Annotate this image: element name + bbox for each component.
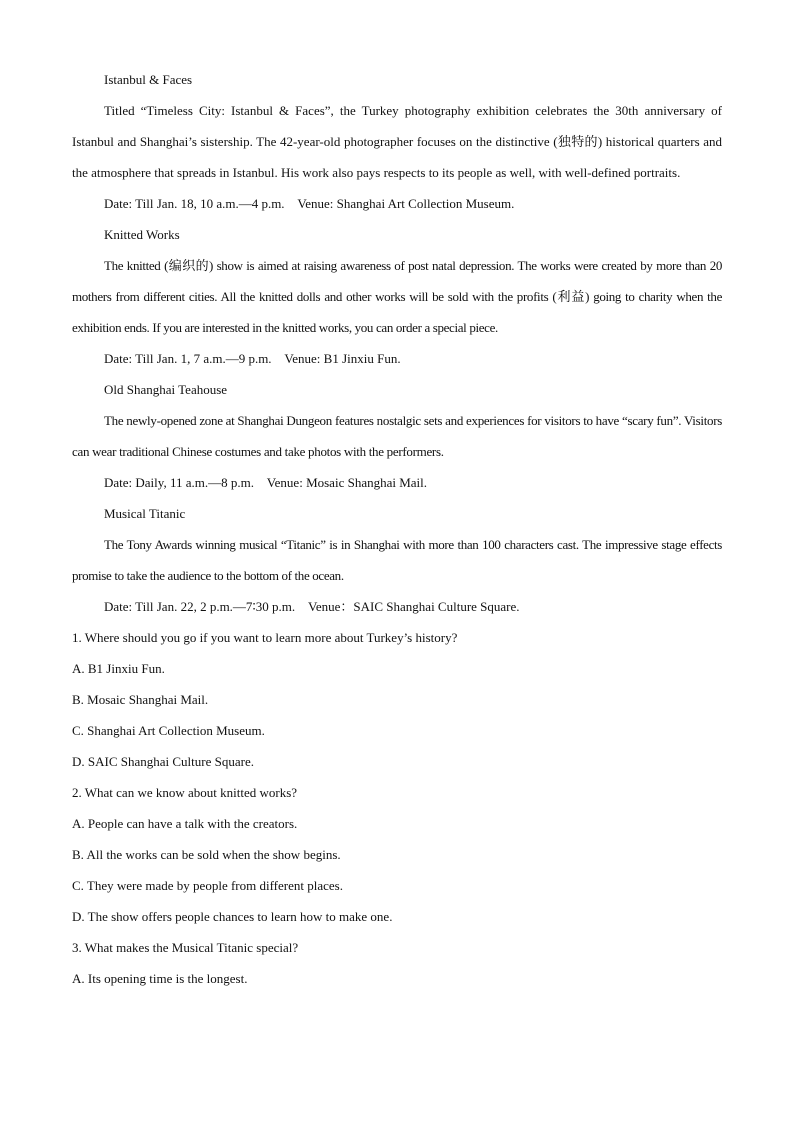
section-heading: Old Shanghai Teahouse	[104, 382, 228, 397]
section-info: Date: Till Jan. 18, 10 a.m.—4 p.m. Venue: Shanghai Art Collection Museum.	[104, 196, 515, 211]
answer-option: D. The show offers people chances to learn how to make one.	[72, 909, 393, 924]
question-stem: 3. What makes the Musical Titanic special?	[72, 940, 299, 955]
section-body: The knitted (编织的) show is aimed at raising awareness of post natal depression. The works were created by more than 20 mothers from different cities. All the knitted dolls and other works will be sold with the profits (利益) going to charity when the exhibition ends. If you are interested in the knitted works, you can order a special piece.	[72, 258, 722, 335]
section-heading: Istanbul & Faces	[104, 72, 193, 87]
answer-option: A. B1 Jinxiu Fun.	[72, 661, 165, 676]
question-stem: 2. What can we know about knitted works?	[72, 785, 298, 800]
section-info: Date: Till Jan. 1, 7 a.m.—9 p.m. Venue: B1 Jinxiu Fun.	[104, 351, 401, 366]
section-body: The Tony Awards winning musical “Titanic” is in Shanghai with more than 100 characters cast. The impressive stage effects promise to take the audience to the bottom of the ocean.	[72, 537, 722, 583]
answer-option: A. People can have a talk with the creators.	[72, 816, 298, 831]
answer-option: C. They were made by people from different places.	[72, 878, 343, 893]
section-info: Date: Till Jan. 22, 2 p.m.—7∶30 p.m. Venue：SAIC Shanghai Culture Square.	[104, 599, 520, 614]
answer-option: C. Shanghai Art Collection Museum.	[72, 723, 265, 738]
answer-option: B. Mosaic Shanghai Mail.	[72, 692, 209, 707]
section-body: The newly-opened zone at Shanghai Dungeon features nostalgic sets and experiences for visitors to have “scary fun”. Visitors can wear traditional Chinese costumes and take photos with the performers.	[72, 413, 722, 459]
question-stem: 1. Where should you go if you want to learn more about Turkey’s history?	[72, 630, 458, 645]
section-heading: Musical Titanic	[104, 506, 186, 521]
section-heading: Knitted Works	[104, 227, 180, 242]
section-info: Date: Daily, 11 a.m.—8 p.m. Venue: Mosaic Shanghai Mail.	[104, 475, 428, 490]
answer-option: B. All the works can be sold when the show begins.	[72, 847, 341, 862]
answer-option: D. SAIC Shanghai Culture Square.	[72, 754, 254, 769]
document-page	[72, 64, 722, 994]
answer-option: A. Its opening time is the longest.	[72, 971, 248, 986]
section-body: Titled “Timeless City: Istanbul & Faces”, the Turkey photography exhibition celebrates the 30th anniversary of Istanbul and Shanghai’s sistership. The 42-year-old photographer focuses on the distinctive (独特的) historical quarters and the atmosphere that spreads in Istanbul. His work also pays respects to its people as well, with well-defined portraits.	[72, 103, 722, 180]
